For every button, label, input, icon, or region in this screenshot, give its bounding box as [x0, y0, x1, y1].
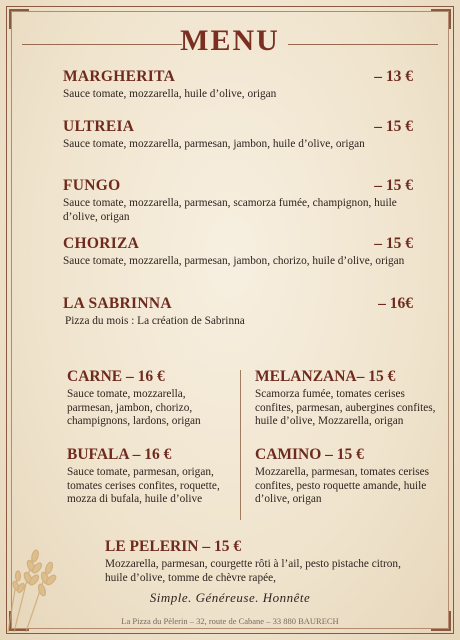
tagline: Simple. Généreuse. Honnête	[149, 590, 311, 605]
footer-address: La Pizza du Pèlerin – 32, route de Cabane – 33 880 BAURECH	[121, 616, 339, 626]
item-price: – 15 €	[374, 177, 413, 194]
item-name: CHORIZA	[63, 235, 140, 252]
item-name: MARGHERITA	[63, 68, 176, 85]
item-description: Sauce tomate, parmesan, origan, tomates cerises confites, roquette, mozza di bufala, huile d’olive	[67, 466, 220, 505]
item-description: Mozzarella, parmesan, courgette rôti à l’ail, pesto pistache citron, huile d’olive, tomme de chèvre rapée,	[105, 558, 401, 584]
item-price: – 15 €	[374, 118, 413, 135]
wheat-icon	[4, 542, 74, 632]
menu-item-la-sabrinna	[63, 295, 413, 329]
item-description: Sauce tomate, mozzarella, parmesan, jambon, huile d’olive, origan	[63, 138, 365, 150]
item-description: Sauce tomate, mozzarella, parmesan, jambon, chorizo, huile d’olive, origan	[63, 255, 405, 267]
item-price: – 13 €	[374, 68, 413, 85]
menu-item-melanzana	[255, 368, 445, 429]
item-description: Mozzarella, parmesan, tomates cerises confites, pesto roquette amande, huile d’olive, origan	[255, 466, 430, 505]
menu-item-le-pelerin	[105, 538, 415, 585]
menu-item-ultreia	[63, 118, 413, 152]
item-name: FUNGO	[63, 177, 121, 194]
item-name: MELANZANA– 15 €	[255, 368, 396, 385]
item-price: – 15 €	[374, 235, 413, 252]
menu-item-camino	[255, 446, 435, 507]
item-price: – 16€	[378, 295, 413, 312]
item-description: Sauce tomate, mozzarella, huile d’olive, origan	[63, 88, 277, 100]
item-description: Sauce tomate, mozzarella, parmesan, scamorza fumée, champignon, huile d’olive, origan	[63, 197, 397, 223]
item-description: Sauce tomate, mozzarella, parmesan, jambon, chorizo, champignons, lardons, origan	[67, 388, 201, 427]
item-description: Scamorza fumée, tomates cerises confites, parmesan, aubergines confites, huile d’olive, Mozzarella, origan	[255, 388, 436, 427]
item-name: ULTREIA	[63, 118, 135, 135]
menu-item-fungo	[63, 177, 413, 224]
item-name: CAMINO – 15 €	[255, 446, 364, 463]
menu-item-carne	[67, 368, 229, 429]
item-name: LE PELERIN – 15 €	[105, 538, 242, 555]
menu-item-margherita	[63, 68, 413, 102]
menu-item-bufala	[67, 446, 229, 507]
item-description: Pizza du mois : La création de Sabrinna	[65, 315, 245, 327]
item-name: BUFALA – 16 €	[67, 446, 172, 463]
item-name: CARNE – 16 €	[67, 368, 165, 385]
column-divider	[240, 370, 241, 520]
page-title: MENU	[180, 24, 280, 57]
menu-item-choriza	[63, 235, 413, 269]
item-name: LA SABRINNA	[63, 295, 172, 312]
